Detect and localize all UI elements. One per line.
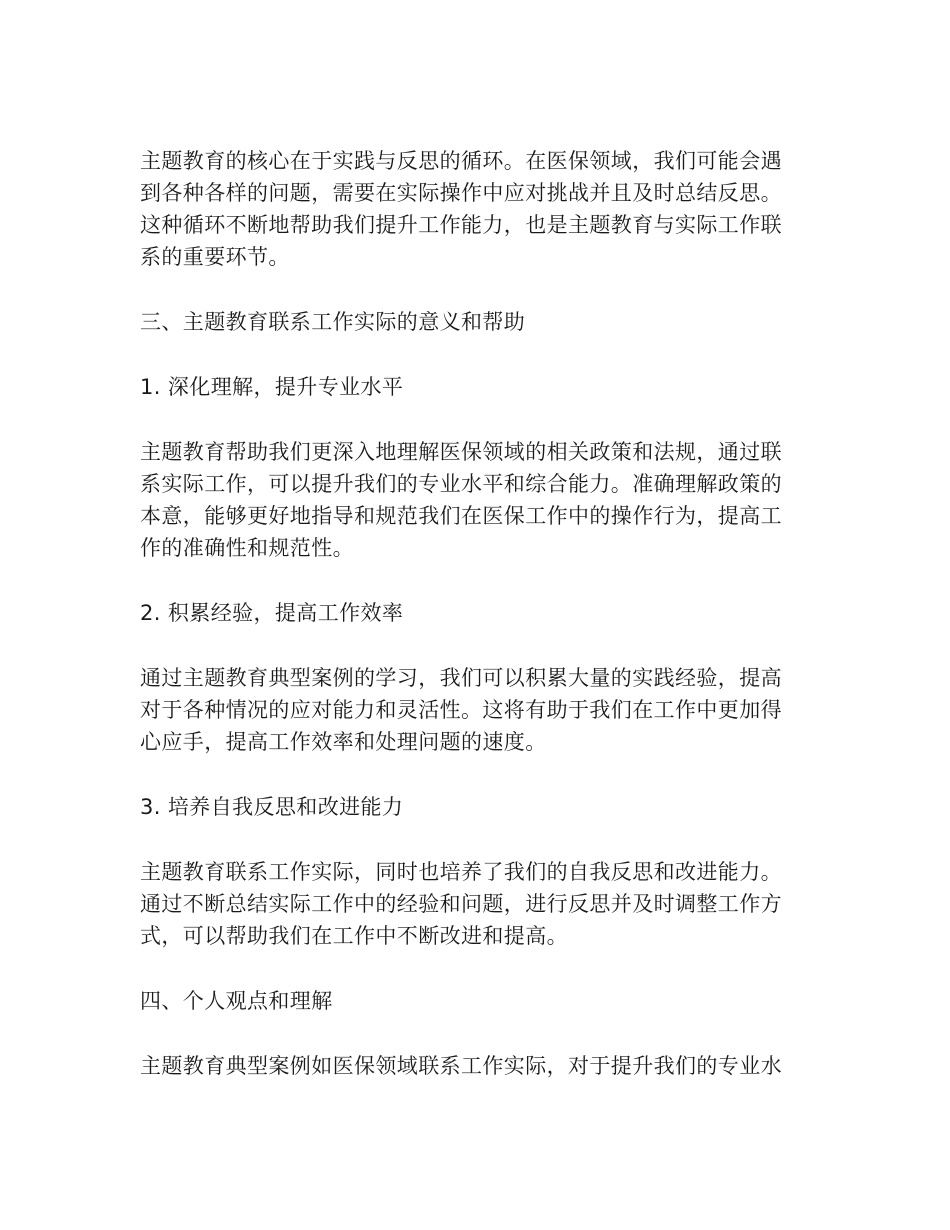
paragraph-personal-view: 主题教育典型案例如医保领域联系工作实际，对于提升我们的专业水 [140,1054,782,1078]
subheading-3: 3. 培养自我反思和改进能力 [140,795,404,819]
section-heading-4: 四、个人观点和理解 [140,989,333,1013]
paragraph-subsection-1: 主题教育帮助我们更深入地理解医保领域的相关政策和法规，通过联系实际工作，可以提升我们的专业水平和综合能力。准确理解政策的本意，能够更好地指导和规范我们在医保工作中的操作行为，提高工作的准确性和规范性。 [140,440,782,560]
subheading-1: 1. 深化理解，提升专业水平 [140,375,404,399]
section-heading-3: 三、主题教育联系工作实际的意义和帮助 [140,310,526,334]
paragraph-subsection-2: 通过主题教育典型案例的学习，我们可以积累大量的实践经验，提高对于各种情况的应对能力和灵活性。这将有助于我们在工作中更加得心应手，提高工作效率和处理问题的速度。 [140,666,782,754]
document-page [140,145,800,1115]
paragraph-cycle: 主题教育的核心在于实践与反思的循环。在医保领域，我们可能会遇到各种各样的问题，需要在实际操作中应对挑战并且及时总结反思。这种循环不断地帮助我们提升工作能力，也是主题教育与实际工作联系的重要环节。 [140,149,782,269]
paragraph-subsection-3: 主题教育联系工作实际，同时也培养了我们的自我反思和改进能力。通过不断总结实际工作中的经验和问题，进行反思并及时调整工作方式，可以帮助我们在工作中不断改进和提高。 [140,860,782,948]
subheading-2: 2. 积累经验，提高工作效率 [140,601,404,625]
